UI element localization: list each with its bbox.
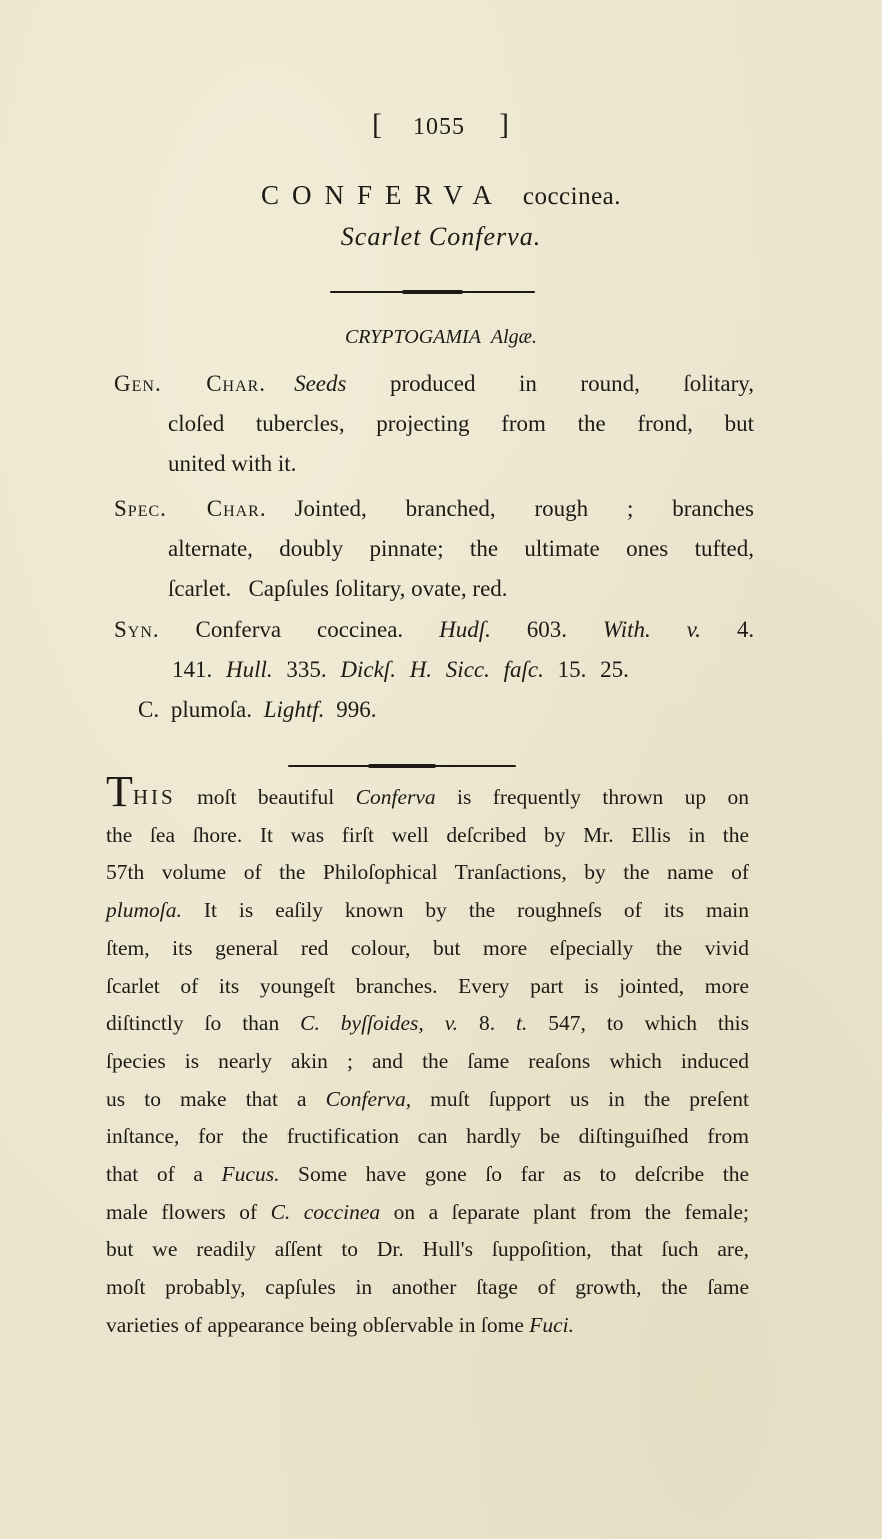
generic-character [114, 364, 754, 484]
description-line: ſcarlet of its youngeſt branches. Every part is jointed, more [106, 973, 749, 998]
ornamental-divider [330, 291, 535, 293]
specific-character-line: ſcarlet. Capſules ſolitary, ovate, red. [168, 576, 508, 601]
synonym-line: Syn. Conferva coccinea. Hudſ. 603. With. v. 4. [114, 617, 755, 642]
page-number [0, 108, 882, 142]
italic-term: plumoſa. [106, 898, 182, 923]
generic-character-line: cloſed tubercles, projecting from the frond, but [168, 411, 754, 436]
species-title [0, 180, 882, 211]
italic-term: C. byſſoides, v. [300, 1011, 459, 1036]
description-line: moſt probably, capſules in another ſtage of growth, the ſame [106, 1275, 749, 1300]
description-line: 57th volume of the Philoſophical Tranſactions, by the name of [106, 860, 749, 885]
specific-character-line: Spec. Char. Jointed, branched, rough ; branches [114, 496, 754, 521]
genus-name: CONFERVA [260, 180, 505, 210]
description-line: diſtinctly ſo than C. byſſoides, v. 8. t. 547, to which this [106, 1011, 749, 1036]
italic-term: Conferva, [325, 1086, 412, 1111]
italic-term: Fuci. [529, 1312, 575, 1337]
specific-character-label: Spec. Char. [114, 496, 267, 521]
description-paragraph [106, 767, 749, 1345]
description-line: THIS moſt beautiful Conferva is frequently thrown up on [106, 767, 749, 816]
drop-cap: T [106, 767, 133, 816]
species-epithet: coccinea. [522, 183, 622, 210]
description-line: the ſea ſhore. It was firſt well deſcribed by Mr. Ellis in the [106, 822, 749, 847]
synonym-line: C. plumoſa. Lightf. 996. [138, 697, 377, 722]
synonyms-label: Syn. [114, 617, 160, 642]
description-line: inſtance, for the fructification can hardly be diſtinguiſhed from [106, 1124, 749, 1149]
specific-character-line: alternate, doubly pinnate; the ultimate ones tufted, [168, 536, 754, 561]
italic-term: Conferva [355, 785, 436, 809]
specific-character [114, 489, 754, 609]
common-name: Scarlet Conferva. [340, 222, 542, 251]
italic-term: Fucus. [221, 1162, 280, 1187]
bracket-close: ] [499, 108, 510, 141]
generic-character-line: united with it. [168, 451, 297, 476]
class-name: CRYPTOGAMIA [344, 326, 481, 348]
description-line: that of a Fucus. Some have gone ſo far as to deſcribe the [106, 1162, 749, 1187]
classification [0, 326, 882, 349]
drop-cap-continuation: HIS [132, 785, 176, 809]
description-line: ſpecies is nearly akin ; and the ſame reaſons which induced [106, 1048, 749, 1073]
description-line: us to make that a Conferva, muſt ſupport us in the preſent [106, 1086, 749, 1111]
page-number-value: 1055 [413, 114, 465, 140]
description-line: male flowers of C. coccinea on a ſeparate plant from the female; [106, 1199, 749, 1224]
description-line: ſtem, its general red colour, but more eſpecially the vivid [106, 935, 749, 960]
italic-term: t. [516, 1011, 528, 1036]
ornamental-divider [288, 765, 516, 767]
description-line: plumoſa. It is eaſily known by the roughneſs of its main [106, 898, 749, 923]
generic-character-label: Gen. Char. [114, 371, 267, 396]
synonym-line: 141. Hull. 335. Dickſ. H. Sicc. faſc. 15. 25. [172, 657, 629, 682]
generic-character-line: Gen. Char. Seeds produced in round, ſolitary, [114, 371, 754, 396]
italic-term: C. coccinea [270, 1199, 381, 1224]
bracket-open: [ [372, 108, 383, 141]
description-line: varieties of appearance being obſervable in ſome Fuci. [106, 1312, 575, 1337]
description-line: but we readily aſſent to Dr. Hull's ſuppoſition, that ſuch are, [106, 1237, 749, 1262]
order-name: Algæ. [490, 326, 538, 348]
synonyms [114, 610, 754, 730]
